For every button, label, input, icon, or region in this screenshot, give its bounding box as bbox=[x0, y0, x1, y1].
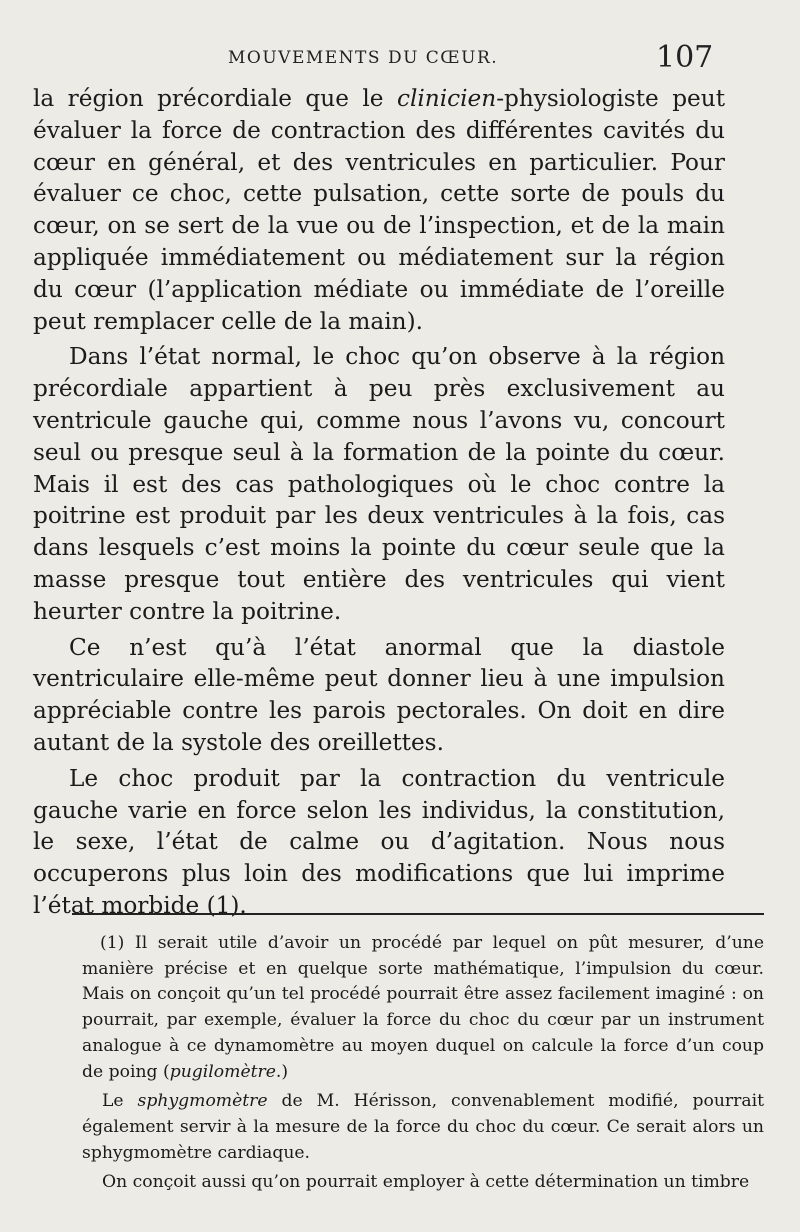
paragraph-choc-force: Le choc produit par la contraction du ventricule gauche varie en force selon les individus, la constitution, le sexe, l’état de calme ou d’agitation. Nous nous occuperons plus loin des modifications que lui imprime l’état morbide (1). bbox=[33, 764, 725, 919]
footnotes bbox=[82, 931, 764, 1196]
footnote-text: de M. Hérisson, convenablement modifié, pourrait également servir à la mesure de la force du choc du cœur. Ce serait alors un sphygmomètre cardiaque. bbox=[82, 1091, 764, 1163]
footnote-sphygmometre bbox=[82, 1089, 764, 1166]
footnote-rule bbox=[72, 913, 764, 915]
paragraph-text: la région précordiale que le bbox=[33, 85, 397, 112]
footnote-text: .) bbox=[275, 1061, 289, 1082]
footnote-timbre: On conçoit aussi qu’on pourrait employer à cette détermination un timbre bbox=[102, 1172, 750, 1193]
footnote-text: (1) Il serait utile d’avoir un procédé par lequel on pût mesurer, d’une manière précise et en quelque sorte mathématique, l’impulsion du cœur. Mais on conçoit qu’un tel procédé pourrait être assez facilement imaginé : on pourrait, par exemple, évaluer la force du choc du cœur par un instrument analogue à ce dynamomètre au moyen duquel on calcule la force d’un coup de poing ( bbox=[82, 933, 764, 1082]
paragraph-diastole: Ce n’est qu’à l’état anormal que la diastole ventriculaire elle-même peut donner lieu à une impulsion appréciable contre les parois pectorales. On doit en dire autant de la systole des oreillettes. bbox=[33, 633, 725, 756]
running-title: MOUVEMENTS DU CŒUR. bbox=[228, 48, 499, 68]
footnote-1 bbox=[82, 931, 764, 1085]
paragraph-continuation bbox=[33, 83, 725, 337]
paragraph-normal-state: Dans l’état normal, le choc qu’on observe à la région précordiale appartient à peu près exclusivement au ventricule gauche qui, comme nous l’avons vu, concourt seul ou presque seul à la formation de la pointe du cœur. Mais il est des cas pathologiques où le choc contre la poitrine est produit par les deux ventricules à la fois, cas dans lesquels c’est moins la pointe du cœur seule que la masse presque tout entière des ventricules qui vient heurter contre la poitrine. bbox=[33, 343, 725, 625]
italic-term: clinicien bbox=[396, 85, 497, 112]
page-number: 107 bbox=[656, 40, 714, 75]
page-header bbox=[0, 40, 800, 74]
italic-term: sphygmomètre bbox=[137, 1091, 268, 1112]
main-text bbox=[33, 83, 725, 922]
paragraph-text: -physiologiste peut évaluer la force de contraction des différentes cavités du cœur en général, et des ventricules en particulier. Pour évaluer ce choc, cette pulsation, cette sorte de pouls du cœur, on se sert de la vue ou de l’inspection, et de la main appliquée immédiatement ou médiatement sur la région du cœur (l’application médiate ou immédiate de l’oreille peut remplacer celle de la main). bbox=[33, 85, 726, 335]
italic-term: pugilomètre bbox=[169, 1061, 276, 1082]
footnote-text: Le bbox=[102, 1091, 138, 1112]
